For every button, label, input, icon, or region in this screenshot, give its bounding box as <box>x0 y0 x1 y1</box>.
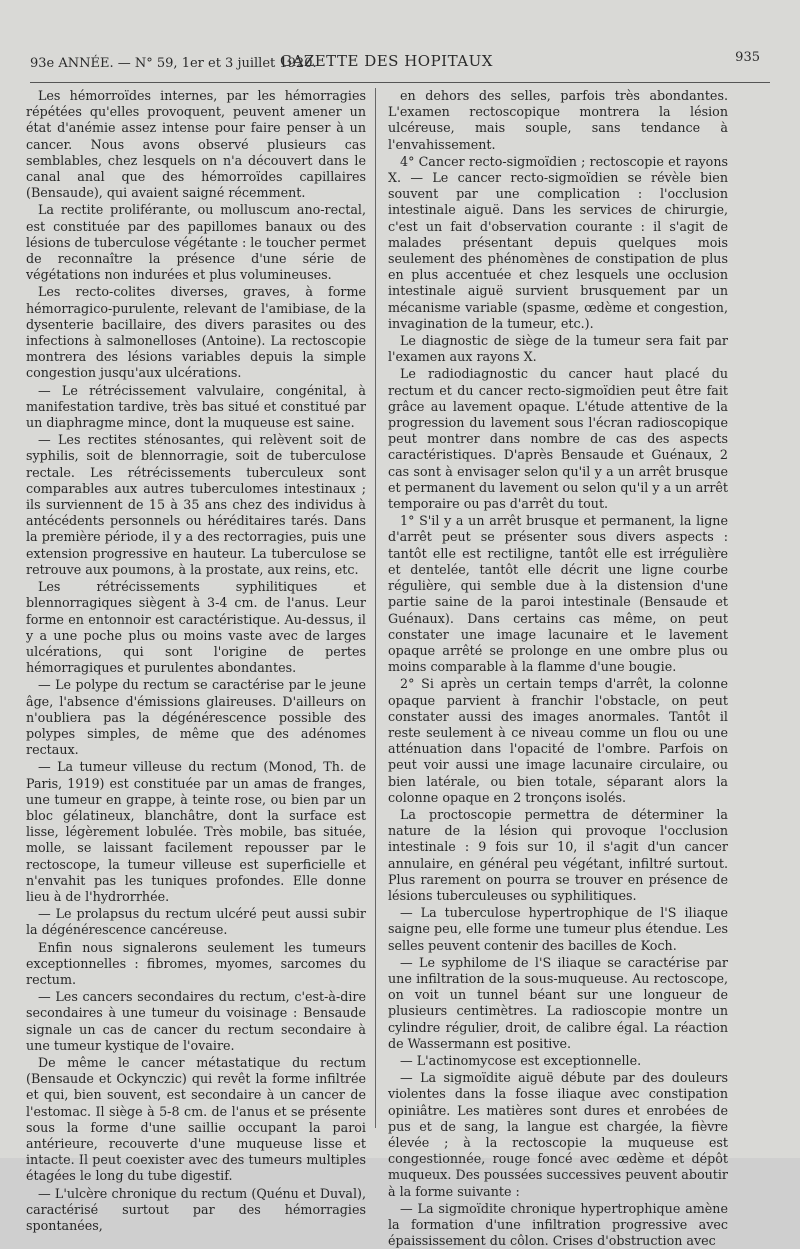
paragraph: — Le prolapsus du rectum ulcéré peut aussi subir la dégénérescence cancéreuse. <box>26 906 366 938</box>
paragraph: 1° S'il y a un arrêt brusque et permanent, la ligne d'arrêt peut se présenter sous divers aspects : tantôt elle est rectiligne, tantôt elle est irrégulière et dentelée, tantôt elle décrit une ligne courbe régulière, qui semble due à la distension d'une partie saine de la paroi intestinale (Bensaude et Guénaux). Dans certains cas même, on peut constater une image lacunaire et le lavement opaque arrêté se prolonge en une ombre plus ou moins comparable à la flamme d'une bougie. <box>388 513 728 675</box>
paragraph: — L'ulcère chronique du rectum (Quénu et Duval), caractérisé surtout par des hémorragies spontanées, <box>26 1185 366 1234</box>
paragraph: Le radiodiagnostic du cancer haut placé du rectum et du cancer recto-sigmoïdien peut être fait grâce au lavement opaque. L'étude attentive de la progression du lavement sous l'écran radioscopique peut montrer dans nombre de cas des aspects caractéristiques. D'après Bensaude et Guénaux, 2 cas sont à envisager selon qu'il y a un arrêt brusque et permanent du lavement ou selon qu'il y a un arrêt temporaire ou pas d'arrêt du tout. <box>388 366 728 512</box>
header-rule <box>30 82 770 83</box>
paragraph: Enfin nous signalerons seulement les tumeurs exceptionnelles : fibromes, myomes, sarcomes du rectum. <box>26 939 366 987</box>
paragraph: — Les cancers secondaires du rectum, c'est-à-dire secondaires à une tumeur du voisinage : Bensaude signale un cas de cancer du rectum secondaire à une tumeur kystique de l'ovaire. <box>26 989 366 1053</box>
left-column <box>26 88 366 1234</box>
paragraph: 2° Si après un certain temps d'arrêt, la colonne opaque parvient à franchir l'obstacle, on peut constater aussi des images anormales. Tantôt il reste seulement à ce niveau comme un flou ou une atténuation dans l'opacité de l'ombre. Parfois on peut voir aussi une image lacunaire circulaire, ou bien latérale, ou bien totale, séparant alors la colonne opaque en 2 tronçons isolés. <box>388 676 728 805</box>
paragraph: La rectite proliférante, ou molluscum ano-rectal, est constituée par des papillomes banaux ou des lésions de tuberculose végétante : le toucher permet de reconnaître la présence d'une série de végétations non indurées et plus volumineuses. <box>26 202 366 283</box>
paragraph: 4° Cancer recto-sigmoïdien ; rectoscopie et rayons X. — Le cancer recto-sigmoïdien se révèle bien souvent par une complication : l'occlusion intestinale aiguë. Dans les services de chirurgie, c'est un fait d'observation courante : il s'agit de malades présentant depuis quelques mois seulement des phénomènes de constipation de plus en plus accentuée et chez lesquels une occlusion intestinale aiguë survient brusquement par un mécanisme variable (spasme, œdème et congestion, invagination de la tumeur, etc.). <box>388 153 728 331</box>
paragraph: Les hémorroïdes internes, par les hémorragies répétées qu'elles provoquent, peuvent amener un état d'anémie assez intense pour faire penser à un cancer. Nous avons observé plusieurs cas semblables, chez lesquels on n'a découvert dans le canal anal que des hémorroïdes capillaires (Bensaude), qui avaient saigné récemment. <box>26 88 366 201</box>
paragraph: — La sigmoïdite aiguë débute par des douleurs violentes dans la fosse iliaque avec constipation opiniâtre. Les matières sont dures et enrobées de pus et de sang, la langue est chargée, la fièvre élevée ; à la rectoscopie la muqueuse est congestionnée, rouge foncé avec œdème et dépôt muqueux. Des poussées successives peuvent aboutir à la forme suivante : <box>388 1070 728 1199</box>
paragraph: Les rétrécissements syphilitiques et blennorragiques siègent à 3-4 cm. de l'anus. Leur forme en entonnoir est caractéristique. Au-dessus, il y a une poche plus ou moins vaste avec de larges ulcérations, qui sont l'origine de pertes hémorragiques et purulentes abondantes. <box>26 579 366 676</box>
paragraph: Le diagnostic de siège de la tumeur sera fait par l'examen aux rayons X. <box>388 333 728 365</box>
paragraph: — Le polype du rectum se caractérise par le jeune âge, l'absence d'émissions glaireuses. D'ailleurs on n'oubliera pas la dégénérescence possible des polypes simples, de même que des adénomes rectaux. <box>26 677 366 758</box>
paragraph: en dehors des selles, parfois très abondantes. L'examen rectoscopique montrera la lésion ulcéreuse, mais souple, sans tendance à l'envahissement. <box>388 88 728 152</box>
journal-title: GAZETTE DES HOPITAUX <box>280 52 493 70</box>
paragraph: La proctoscopie permettra de déterminer la nature de la lésion qui provoque l'occlusion intestinale : 9 fois sur 10, il s'agit d'un cancer annulaire, en général peu végétant, infiltré surtout. Plus rarement on pourra se trouver en présence de lésions tuberculeuses ou syphilitiques. <box>388 806 728 903</box>
paragraph: — Les rectites sténosantes, qui relèvent soit de syphilis, soit de blennorragie, soit de tuberculose rectale. Les rétrécissements tuberculeux sont comparables aux autres tuberculomes intestinaux ; ils surviennent de 15 à 35 ans chez des individus à antécédents personnels ou héréditaires tarés. Dans la première période, il y a des rectorragies, puis une extension progressive en hauteur. La tuberculose se retrouve aux poumons, à la prostate, aux reins, etc. <box>26 432 366 577</box>
paragraph: — L'actinomycose est exceptionnelle. <box>400 1052 642 1068</box>
right-column <box>388 88 728 1249</box>
paragraph: Les recto-colites diverses, graves, à forme hémorragico-purulente, relevant de l'amibiase, de la dysenterie bacillaire, des divers parasites ou des infections à salmonelloses (Antoine). La rectoscopie montrera des lésions variables depuis la simple congestion jusqu'aux ulcérations. <box>26 284 366 381</box>
paragraph: De même le cancer métastatique du rectum (Bensaude et Ockynczic) qui revêt la forme infiltrée et qui, bien souvent, est secondaire à un cancer de l'estomac. Il siège à 5-8 cm. de l'anus et se présente sous la forme d'une saillie occupant la paroi antérieure, recouverte d'une muqueuse lisse et intacte. Il peut coexister avec des tumeurs multiples étagées le long du tube digestif. <box>26 1054 366 1184</box>
paragraph: — Le rétrécissement valvulaire, congénital, à manifestation tardive, très bas situé et constitué par un diaphragme mince, dont la muqueuse est saine. <box>26 382 366 431</box>
page-number: 935 <box>735 50 760 65</box>
paragraph: — La sigmoïdite chronique hypertrophique amène la formation d'une infiltration progressive avec épaississement du côlon. Crises d'obstruction avec <box>388 1200 728 1249</box>
paragraph: — La tumeur villeuse du rectum (Monod, Th. de Paris, 1919) est constituée par un amas de franges, une tumeur en grappe, à teinte rose, ou bien par un bloc gélatineux, blanchâtre, dont la surface est lisse, légèrement lobulée. Très mobile, bas située, molle, se laissant facilement repousser par le rectoscope, la tumeur villeuse est superficielle et n'envahit pas les tuniques profondes. Elle donne lieu à de l'hydrorrhée. <box>26 759 366 904</box>
column-divider <box>375 88 376 1128</box>
issue-info: 93e ANNÉE. — N° 59, 1er et 3 juillet 1920. <box>30 56 317 71</box>
running-header <box>30 50 760 76</box>
paragraph: — La tuberculose hypertrophique de l'S iliaque saigne peu, elle forme une tumeur plus étendue. Les selles peuvent contenir des bacilles de Koch. <box>388 905 728 953</box>
paragraph: — Le syphilome de l'S iliaque se caractérise par une infiltration de la sous-muqueuse. Au rectoscope, on voit un tunnel béant sur une longueur de plusieurs centimètres. La radioscopie montre un cylindre régulier, droit, de calibre égal. La réaction de Wassermann est positive. <box>388 954 728 1051</box>
